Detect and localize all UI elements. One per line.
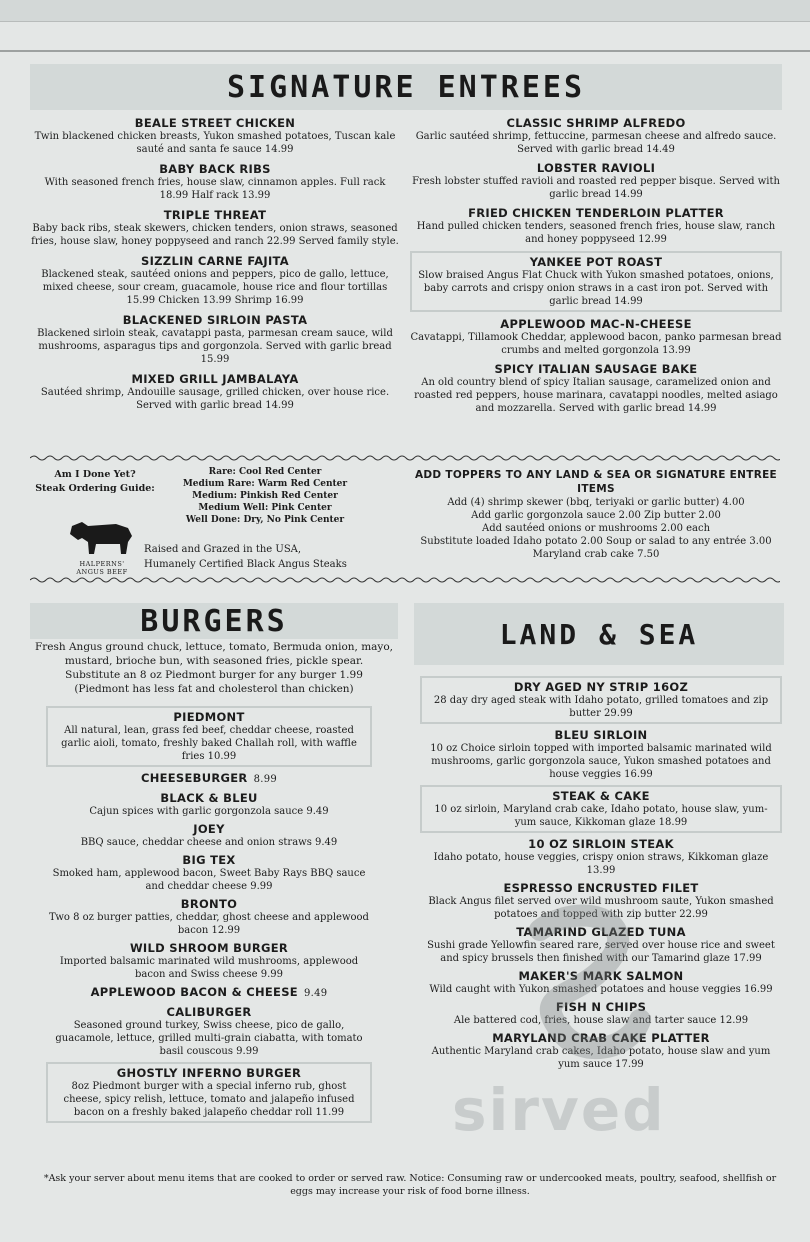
land-sea-banner [414, 603, 784, 665]
menu-item [46, 1005, 372, 1058]
menu-item [46, 853, 372, 893]
menu-item-description: With seasoned french fries, house slaw, cinnamon apples. Full rack 18.99 Half rack 13.99 [44, 177, 386, 201]
menu-item-name-text: SPICY ITALIAN SAUSAGE BAKE [494, 362, 698, 376]
menu-item-name-text: CALIBURGER [166, 1005, 252, 1019]
menu-item-name [46, 897, 372, 911]
menu-item [46, 897, 372, 937]
top-rule [0, 50, 810, 52]
menu-item [420, 1000, 782, 1027]
menu-item-description: Black Angus filet served over wild mushroom saute, Yukon smashed potatoes and topped with zip butter 22.99 [428, 896, 774, 920]
toppers-title: ADD TOPPERS TO ANY LAND & SEA OR SIGNATURE ENTREE ITEMS [414, 469, 778, 495]
menu-item-description: Fresh lobster stuffed ravioli and roasted red pepper bisque. Served with garlic bread 14.99 [412, 176, 780, 200]
signature-banner [30, 64, 782, 110]
burgers-intro [30, 640, 398, 696]
menu-item-name [416, 255, 776, 269]
menu-item-name [46, 985, 372, 1001]
menu-item-name-text: BLACKENED SIRLOIN PASTA [122, 313, 308, 327]
menu-item-name [30, 372, 400, 386]
menu-item [420, 925, 782, 965]
menu-item-description: Blackened sirloin steak, cavatappi pasta, parmesan cream sauce, wild mushrooms, asparagus tips and gorgonzola. Served with garlic bread 15.99 [37, 328, 393, 365]
menu-item [420, 881, 782, 921]
menu-item-name-text: CHEESEBURGER [140, 771, 248, 785]
menu-item-name-text: BRONTO [180, 897, 238, 911]
menu-item-name [46, 853, 372, 867]
burger-intro-line: mustard, brioche bun, with seasoned fries, pickle spear. [64, 655, 364, 667]
menu-item-description: All natural, lean, grass fed beef, cheddar cheese, roasted garlic aioli, tomato, freshly baked Challah roll, with waffle fries 10.99 [61, 725, 357, 762]
toppers-list [410, 496, 782, 561]
menu-item [420, 676, 782, 724]
menu-item-name [420, 1031, 782, 1045]
menu-item [420, 728, 782, 781]
burgers-title: BURGERS [140, 603, 288, 639]
menu-item-price: 9.49 [303, 988, 328, 999]
signature-title: SIGNATURE ENTREES [226, 69, 586, 105]
menu-item-name-text: TAMARIND GLAZED TUNA [516, 925, 686, 939]
menu-item-name [410, 206, 782, 220]
menu-item-name [410, 116, 782, 130]
menu-item-name-text: BIG TEX [182, 853, 236, 867]
menu-item-name-text: APPLEWOOD MAC-N-CHEESE [500, 317, 692, 331]
menu-item-name-text: SIZZLIN CARNE FAJITA [141, 254, 289, 268]
menu-item-name [30, 313, 400, 327]
menu-item-description: Cavatappi, Tillamook Cheddar, applewood bacon, panko parmesan bread crumbs and melted gorgonzola 13.99 [410, 332, 782, 356]
menu-item-name [420, 837, 782, 851]
menu-item-name [426, 680, 776, 694]
menu-item-description: 10 oz Choice sirloin topped with imported balsamic marinated wild mushrooms, garlic gorgonzola sauce, Yukon smashed potatoes and house veggies 16.99 [430, 743, 772, 780]
menu-item-name-text: LOBSTER RAVIOLI [536, 161, 656, 175]
menu-item [46, 771, 372, 787]
doneness-level: Medium: Pinkish Red Center [192, 491, 338, 501]
menu-item-description: Smoked ham, applewood bacon, Sweet Baby Rays BBQ sauce and cheddar cheese 9.99 [52, 868, 366, 892]
menu-item-name-text: BLEU SIRLOIN [554, 728, 648, 742]
menu-item-name [46, 771, 372, 787]
signature-left-column [30, 116, 400, 418]
land-sea-list [420, 676, 782, 1075]
menu-item-description: Cajun spices with garlic gorgonzola sauce 9.49 [89, 806, 329, 817]
topper-line: Add garlic gorgonzola sauce 2.00 Zip butter 2.00 [471, 510, 721, 521]
menu-item [46, 822, 372, 849]
footer-line-1: *Ask your server about menu items that are cooked to order or served raw. Notice: Consuming raw or undercooked meats, poultry, seafood, shellfish or [43, 1173, 777, 1184]
menu-item-name-text: PIEDMONT [173, 710, 245, 724]
raised-line-1: Raised and Grazed in the USA, [144, 544, 302, 555]
menu-item-name-text: ESPRESSO ENCRUSTED FILET [503, 881, 699, 895]
menu-item-description: Seasoned ground turkey, Swiss cheese, pico de gallo, guacamole, lettuce, grilled multi-grain ciabatta, with tomato basil couscous 9.99 [55, 1020, 363, 1057]
topper-line: Maryland crab cake 7.50 [532, 549, 660, 560]
menu-item [30, 254, 400, 307]
menu-item-description: Imported balsamic marinated wild mushrooms, applewood bacon and Swiss cheese 9.99 [59, 956, 359, 980]
menu-item [410, 161, 782, 201]
menu-item-name-text: MAKER'S MARK SALMON [518, 969, 684, 983]
menu-item-description: Hand pulled chicken tenders, seasoned french fries, house slaw, ranch and honey poppyseed 12.99 [416, 221, 776, 245]
doneness-level: Medium Rare: Warm Red Center [182, 479, 348, 489]
menu-item-description: BBQ sauce, cheddar cheese and onion straws 9.49 [80, 837, 338, 848]
burgers-banner [30, 603, 398, 639]
logo-line-1: HALPERNS' [79, 560, 125, 568]
menu-item-name [426, 789, 776, 803]
menu-item-name [30, 162, 400, 176]
menu-item [420, 785, 782, 833]
burger-intro-line: Fresh Angus ground chuck, lettuce, tomato, Bermuda onion, mayo, [34, 641, 394, 653]
menu-item-name-text: FRIED CHICKEN TENDERLOIN PLATTER [468, 206, 724, 220]
burger-intro-line: (Piedmont has less fat and cholesterol than chicken) [74, 683, 354, 695]
menu-item-name [52, 710, 366, 724]
menu-item-name [420, 728, 782, 742]
menu-item-name-text: BLACK & BLEU [160, 791, 258, 805]
doneness-level: Medium Well: Pink Center [198, 503, 332, 513]
menu-item [30, 116, 400, 156]
menu-item [46, 985, 372, 1001]
menu-item-name-text: STEAK & CAKE [552, 789, 650, 803]
menu-item [46, 791, 372, 818]
menu-item-description: Sautéed shrimp, Andouille sausage, grilled chicken, over house rice. Served with garlic bread 14.99 [40, 387, 390, 411]
menu-item-name [420, 1000, 782, 1014]
menu-item-description: Wild caught with Yukon smashed potatoes and house veggies 16.99 [429, 984, 773, 995]
doneness-level: Well Done: Dry, No Pink Center [185, 515, 345, 525]
signature-right-column [410, 116, 782, 420]
menu-item [30, 208, 400, 248]
menu-item [410, 116, 782, 156]
menu-item-name [30, 116, 400, 130]
menu-item-name [46, 791, 372, 805]
topper-line: Add (4) shrimp skewer (bbq, teriyaki or garlic butter) 4.00 [447, 497, 745, 508]
menu-item-description: An old country blend of spicy Italian sausage, caramelized onion and roasted red peppers, house marinara, cavatappi noodles, melted asiago and mozzarella. Served with garlic bread 14.99 [414, 377, 778, 414]
menu-item [420, 969, 782, 996]
menu-item-description: Blackened steak, sautéed onions and peppers, pico de gallo, lettuce, mixed cheese, sour cream, guacamole, house rice and flour tortillas 15.99 Chicken 13.99 Shrimp 16.99 [41, 269, 389, 306]
menu-item-description: Slow braised Angus Flat Chuck with Yukon smashed potatoes, onions, baby carrots and crispy onion straws in a cast iron pot. Served with garlic bread 14.99 [418, 270, 774, 307]
footer-line-2: eggs may increase your risk of food borne illness. [290, 1186, 530, 1197]
menu-item [46, 706, 372, 767]
menu-item-name-text: MIXED GRILL JAMBALAYA [131, 372, 299, 386]
menu-item-description: 10 oz sirloin, Maryland crab cake, Idaho potato, house slaw, yum-yum sauce, Kikkoman glaze 18.99 [434, 804, 768, 828]
divider-wave-top [30, 454, 780, 462]
divider-wave-bottom [30, 576, 780, 584]
menu-item [410, 362, 782, 415]
menu-item-name-text: MARYLAND CRAB CAKE PLATTER [492, 1031, 710, 1045]
menu-item-name [420, 969, 782, 983]
menu-item-name [410, 161, 782, 175]
toppers [410, 468, 782, 561]
menu-item [410, 251, 782, 312]
menu-item-description: Sushi grade Yellowfin seared rare, served over house rice and sweet and spicy brussels then finished with our Tamarind glaze 17.99 [427, 940, 775, 964]
menu-item [410, 317, 782, 357]
menu-item-description: 8oz Piedmont burger with a special inferno rub, ghost cheese, spicy relish, lettuce, tomato and jalapeño infused bacon on a freshly baked jalapeño cheddar roll 11.99 [63, 1081, 355, 1118]
doneness-level: Rare: Cool Red Center [208, 467, 322, 477]
land-sea-title: LAND & SEA [499, 617, 699, 651]
menu-item-name [30, 254, 400, 268]
topper-line: Substitute loaded Idaho potato 2.00 Soup or salad to any entrée 3.00 [420, 536, 772, 547]
menu-item [420, 837, 782, 877]
topper-line: Add sautéed onions or mushrooms 2.00 each [481, 523, 711, 534]
menu-item-name-text: BEALE STREET CHICKEN [134, 116, 296, 130]
watermark-text: sirved [452, 1076, 666, 1144]
menu-item-name [410, 317, 782, 331]
steak-guide [30, 466, 400, 576]
bull-icon [66, 512, 138, 556]
menu-item-description: Ale battered cod, fries, house slaw and tarter sauce 12.99 [453, 1015, 749, 1026]
menu-item-name-text: JOEY [193, 822, 225, 836]
menu-item-name [46, 941, 372, 955]
menu-item-name-text: WILD SHROOM BURGER [129, 941, 289, 955]
menu-item-name-text: TRIPLE THREAT [163, 208, 267, 222]
menu-item-description: Idaho potato, house veggies, crispy onion straws, Kikkoman glaze 13.99 [433, 852, 769, 876]
steak-guide-title: Am I Done Yet? [54, 469, 136, 480]
menu-item-description: Garlic sautéed shrimp, fettuccine, parmesan cheese and alfredo sauce. Served with garlic bread 14.49 [415, 131, 777, 155]
menu-item-name-text: BABY BACK RIBS [159, 162, 271, 176]
menu-item [46, 941, 372, 981]
menu-item-name-text: 10 OZ SIRLOIN STEAK [528, 837, 674, 851]
menu-item-description: Baby back ribs, steak skewers, chicken tenders, onion straws, seasoned fries, house slaw, honey poppyseed and ranch 22.99 Served family style. [31, 223, 399, 247]
menu-item-description: Authentic Maryland crab cakes, Idaho potato, house slaw and yum yum sauce 17.99 [431, 1046, 771, 1070]
menu-item-name [420, 925, 782, 939]
steak-guide-subtitle: Steak Ordering Guide: [35, 483, 155, 494]
burger-intro-line: Substitute an 8 oz Piedmont burger for any burger 1.99 [65, 669, 363, 681]
menu-item-name [410, 362, 782, 376]
menu-item-name-text: APPLEWOOD BACON & CHEESE [90, 985, 298, 999]
menu-item [410, 206, 782, 246]
menu-item-name-text: GHOSTLY INFERNO BURGER [116, 1066, 302, 1080]
menu-item [30, 372, 400, 412]
watermark [452, 1076, 772, 1144]
menu-item [30, 162, 400, 202]
menu-item-description: Twin blackened chicken breasts, Yukon smashed potatoes, Tuscan kale sauté and santa fe sauce 14.99 [34, 131, 396, 155]
menu-item-description: 28 day dry aged steak with Idaho potato, grilled tomatoes and zip butter 29.99 [433, 695, 769, 719]
menu-item-name-text: YANKEE POT ROAST [529, 255, 663, 269]
menu-item-price: 8.99 [253, 774, 278, 785]
menu-item-name-text: CLASSIC SHRIMP ALFREDO [506, 116, 686, 130]
menu-item-name [30, 208, 400, 222]
logo-line-2: ANGUS BEEF [76, 568, 128, 576]
menu-item-name [52, 1066, 366, 1080]
menu-item-description: Two 8 oz burger patties, cheddar, ghost cheese and applewood bacon 12.99 [49, 912, 369, 936]
footer-notice [40, 1172, 780, 1198]
angus-logo [66, 512, 138, 576]
menu-item-name-text: DRY AGED NY STRIP 16OZ [513, 680, 689, 694]
menu-item-name [420, 881, 782, 895]
doneness-list [170, 466, 360, 526]
menu-item-name [46, 1005, 372, 1019]
menu-item [30, 313, 400, 366]
menu-item [420, 1031, 782, 1071]
menu-item [46, 1062, 372, 1123]
menu-item-name-text: FISH N CHIPS [555, 1000, 647, 1014]
top-bar [0, 0, 810, 22]
menu-item-name [46, 822, 372, 836]
raised-line-2: Humanely Certified Black Angus Steaks [144, 559, 347, 570]
burgers-list [46, 706, 372, 1127]
